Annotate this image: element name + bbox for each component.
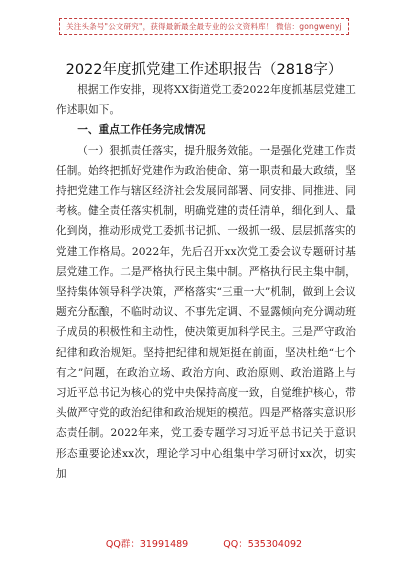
section-heading: 一、重点工作任务完成情况	[77, 124, 206, 137]
footer-contacts	[0, 536, 408, 550]
header-banner	[0, 14, 408, 35]
body-paragraph: （一）狠抓责任落实，提升服务效能。一是强化党建工作责任制。始终把抓好党建作为政治使命、第一职责和最大政绩，坚持把党建工作与辖区经济社会发展同部署、同安排、同推进、同考核。健全责任落实机制，明确党建的责任清单，细化到人、量化到岗，推动形成党工委抓书记抓、一级抓一级、层层抓落实的党建工作格局。2022年，先后召开xx次党工委会议专题研讨基层党建工作。二是严格执行民主集中制。严格执行民主集中制，坚持集体领导科学决策，严格落实“三重一大”机制，做到上会议题充分酝酿，不临时动议、不事先定调、不显露倾向充分调动班子成员的积极性和主动性，使决策更加科学民主。三是严守政治纪律和政治规矩。坚持把纪律和规矩挺在前面，坚决杜绝“七个有之”问题，在政治立场、政治方向、政治原则、政治道路上与习近平总书记为核心的党中央保持高度一致，自觉维护核心，带头做严守党的政治纪律和政治规矩的模范。四是严格落实意识形态责任制。2022年来，党工委专题学习习近平总书记关于意识形态重要论述xx次，理论学习中心组集中学习研讨xx次，切实加	[56, 144, 356, 480]
intro-paragraph: 根据工作安排，现将XX街道党工委2022年度抓基层党建工作述职如下。	[56, 84, 356, 117]
document-title: 2022年度抓党建工作述职报告（2818字）	[65, 62, 343, 78]
footer-qq: QQ：535304092	[223, 539, 303, 550]
banner-text: 关注头条号"公文研究"，获得最新最全最专业的公文资料库！ 微信：gongwenyj	[59, 18, 349, 35]
footer-qq-group: QQ群：31991489	[105, 539, 189, 550]
document-body	[56, 80, 356, 484]
